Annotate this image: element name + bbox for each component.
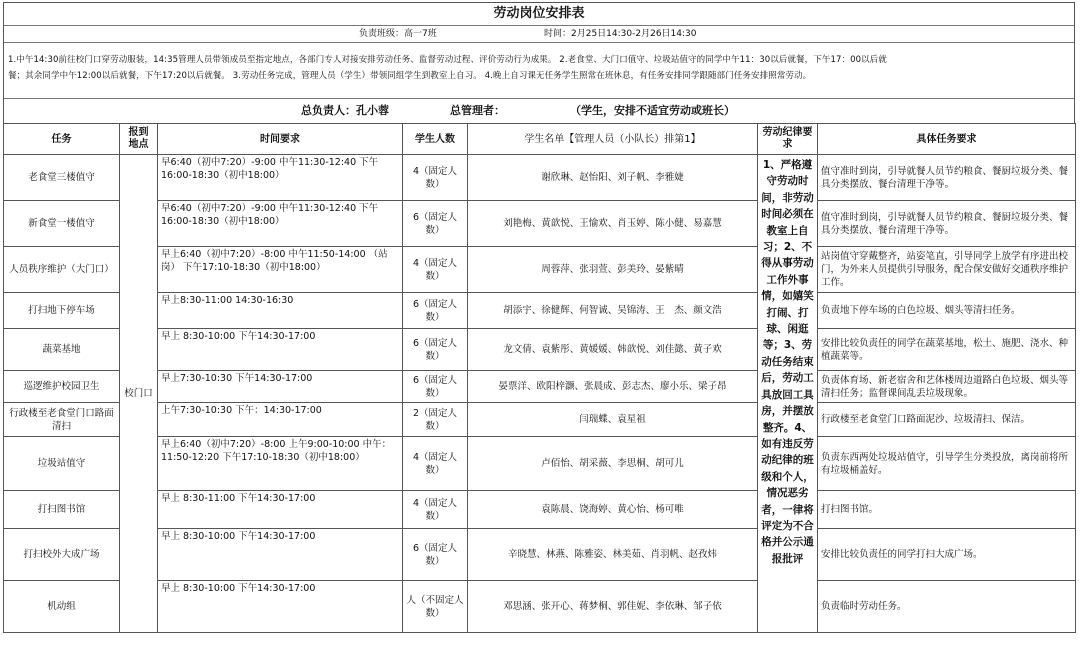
page-title: 劳动岗位安排表 bbox=[4, 3, 1074, 26]
time-cell: 早上 8:30-10:00 下午14:30-17:00 bbox=[158, 529, 403, 581]
task-cell: 行政楼至老食堂门口路面清扫 bbox=[4, 403, 120, 437]
requirements-cell: 负责临时劳动任务。 bbox=[818, 581, 1076, 633]
table-row bbox=[4, 329, 1076, 371]
count-cell: 人（不固定人数） bbox=[403, 581, 468, 633]
task-cell: 垃圾站值守 bbox=[4, 437, 120, 491]
names-cell: 邓思涵、张开心、蒋梦桐、郭佳妮、李依琳、邹子依 bbox=[468, 581, 758, 633]
requirements-cell: 打扫图书馆。 bbox=[818, 491, 1076, 529]
names-cell: 龙文倩、袁紫彤、黄媛媛、韩歆悦、刘佳懿、黄子欢 bbox=[468, 329, 758, 371]
task-cell: 打扫地下停车场 bbox=[4, 293, 120, 329]
time-cell: 早6:40（初中7:20）-9:00 中午11:30-12:40 下午16:00-18:30（初中18:00） bbox=[158, 201, 403, 247]
task-cell: 打扫图书馆 bbox=[4, 491, 120, 529]
task-cell: 老食堂三楼值守 bbox=[4, 155, 120, 201]
schedule-sheet bbox=[3, 2, 1075, 640]
header-location: 报到地点 bbox=[120, 124, 158, 155]
names-cell: 辛晓慧、林燕、陈雅姿、林美茹、肖羽帆、赵孜炜 bbox=[468, 529, 758, 581]
time-cell: 早上6:40（初中7:20）-8:00 上午9:00-10:00 中午：11:50-12:20 下午17:10-18:30（初中18:00） bbox=[158, 437, 403, 491]
requirements-cell: 负责东西两处垃圾站值守，引导学生分类投放，离岗前将所有垃圾桶盖好。 bbox=[818, 437, 1076, 491]
names-cell: 袁陈晨、饶海婷、黄心怡、杨可唯 bbox=[468, 491, 758, 529]
task-cell: 巡逻维护校园卫生 bbox=[4, 371, 120, 403]
notes-line-2: 餐；其余同学中午12:00以后就餐，下午17:20以后就餐。 3.劳动任务完成，管理人员（学生）带领同组学生到教室上自习。 4.晚上自习课无任务学生照常在班休息，有任务安排同学跟随部门任务安排照常劳动。 bbox=[8, 71, 812, 81]
task-cell: 新食堂一楼值守 bbox=[4, 201, 120, 247]
managers-row bbox=[4, 99, 1074, 123]
table-row bbox=[4, 371, 1076, 403]
task-cell: 蔬菜基地 bbox=[4, 329, 120, 371]
header-discipline: 劳动纪律要求 bbox=[758, 124, 818, 155]
count-cell: 4（固定人数） bbox=[403, 155, 468, 201]
requirements-cell: 安排比较负责任的同学打扫大成广场。 bbox=[818, 529, 1076, 581]
count-cell: 6（固定人数） bbox=[403, 201, 468, 247]
requirements-cell: 负责地下停车场的白色垃圾、烟头等清扫任务。 bbox=[818, 293, 1076, 329]
header-names: 学生名单【管理人员（小队长）排第1】 bbox=[468, 124, 758, 155]
duty-table bbox=[3, 123, 1076, 633]
time-cell: 早上 8:30-11:00 下午14:30-17:00 bbox=[158, 491, 403, 529]
header-time: 时间要求 bbox=[158, 124, 403, 155]
count-cell: 6（固定人数） bbox=[403, 371, 468, 403]
table-row bbox=[4, 247, 1076, 293]
table-row bbox=[4, 201, 1076, 247]
time-cell: 早上6:40（初中7:20）-8:00 中午11:50-14:00 （站岗） 下午17:10-18:30（初中18:00） bbox=[158, 247, 403, 293]
manager-label: 总管理者： bbox=[450, 104, 505, 117]
table-header-row bbox=[4, 124, 1076, 155]
header-task: 任务 bbox=[4, 124, 120, 155]
requirements-cell: 值守准时到岗，引导就餐人员节约粮食、餐厨垃圾分类、餐具分类摆放、餐台清理干净等。 bbox=[818, 155, 1076, 201]
task-cell: 人员秩序维护（大门口） bbox=[4, 247, 120, 293]
count-cell: 6（固定人数） bbox=[403, 329, 468, 371]
location-cell: 校门口 bbox=[120, 155, 158, 633]
names-cell: 周蓉萍、张羽萱、彭美玲、晏紫晴 bbox=[468, 247, 758, 293]
names-cell: 晏票洋、欧阳梓灏、张晨成、彭志杰、廖小乐、梁子昂 bbox=[468, 371, 758, 403]
header-requirements: 具体任务要求 bbox=[818, 124, 1076, 155]
requirements-cell: 值守准时到岗，引导就餐人员节约粮食、餐厨垃圾分类、餐具分类摆放、餐台清理干净等。 bbox=[818, 201, 1076, 247]
names-cell: 谢欣琳、赵怡阳、刘子帆、李雅婕 bbox=[468, 155, 758, 201]
table-row bbox=[4, 581, 1076, 633]
header-count: 学生人数 bbox=[403, 124, 468, 155]
table-row bbox=[4, 293, 1076, 329]
subheader bbox=[4, 26, 1074, 43]
notes-line-1: 1.中午14:30前往校门口穿劳动服装，14:35管理人员带领成员至指定地点，各部门专人对接安排劳动任务、监督劳动过程、评价劳动行为成果。 2.老食堂、大门口值守、垃圾站值守的同学中午11：30以后就餐，下午17：00以后就 bbox=[8, 55, 887, 65]
chief-manager: 总负责人：孔小蓉 bbox=[301, 104, 389, 117]
names-cell: 闫瑞蝶、袁星祖 bbox=[468, 403, 758, 437]
task-cell: 打扫校外大成广场 bbox=[4, 529, 120, 581]
table-row bbox=[4, 437, 1076, 491]
count-cell: 6（固定人数） bbox=[403, 529, 468, 581]
requirements-cell: 行政楼至老食堂门口路面泥沙、垃圾清扫、保洁。 bbox=[818, 403, 1076, 437]
time-cell: 早上 8:30-10:00 下午14:30-17:00 bbox=[158, 581, 403, 633]
count-cell: 4（固定人数） bbox=[403, 437, 468, 491]
count-cell: 2（固定人数） bbox=[403, 403, 468, 437]
count-cell: 4（固定人数） bbox=[403, 491, 468, 529]
requirements-cell: 站岗值守穿戴整齐，站姿笔直，引导同学上放学有序进出校门，为外来人员提供引导服务，配合保安做好交通秩序维护工作。 bbox=[818, 247, 1076, 293]
count-cell: 6（固定人数） bbox=[403, 293, 468, 329]
notes bbox=[4, 43, 1074, 99]
discipline-cell: 1、严格遵守劳动时间，非劳动时间必须在教室上自习；2、不得从事劳动工作外事情，如嬉笑打闹、打球、闲逛等；3、劳动任务结束后，劳动工具放回工具房，并摆放整齐。4、如有违反劳动纪律的班级和个人，情况恶劣者，一律将评定为不合格并公示通报批评 bbox=[758, 155, 818, 633]
manager-note: （学生，安排不适宜劳动或班长） bbox=[570, 104, 735, 117]
time-cell: 上午7:30-10:30 下午：14:30-17:00 bbox=[158, 403, 403, 437]
names-cell: 刘艳梅、黄歆悦、王愉欢、肖玉婷、陈小健、易嘉慧 bbox=[468, 201, 758, 247]
count-cell: 4（固定人数） bbox=[403, 247, 468, 293]
table-row bbox=[4, 491, 1076, 529]
names-cell: 卢佰怡、胡采薇、李思桐、胡可儿 bbox=[468, 437, 758, 491]
table-row bbox=[4, 529, 1076, 581]
time-label: 时间：2月25日14:30-2月26日14:30 bbox=[544, 29, 697, 39]
requirements-cell: 安排比较负责任的同学在蔬菜基地，松土、施肥、浇水、种植蔬菜等。 bbox=[818, 329, 1076, 371]
sheet-header bbox=[3, 2, 1075, 123]
time-cell: 早6:40（初中7:20）-9:00 中午11:30-12:40 下午16:00-18:30（初中18:00） bbox=[158, 155, 403, 201]
time-cell: 早上7:30-10:30 下午14:30-17:00 bbox=[158, 371, 403, 403]
names-cell: 胡添宇、徐健辉、何智诚、吴锦涛、王 杰、颜文浩 bbox=[468, 293, 758, 329]
class-label: 负责班级：高一7班 bbox=[359, 29, 437, 39]
requirements-cell: 负责体育场、新老宿舍和艺体楼周边道路白色垃圾、烟头等清扫任务；监督课间乱丢垃圾现象。 bbox=[818, 371, 1076, 403]
table-row bbox=[4, 155, 1076, 201]
task-cell: 机动组 bbox=[4, 581, 120, 633]
time-cell: 早上 8:30-10:00 下午14:30-17:00 bbox=[158, 329, 403, 371]
table-row bbox=[4, 403, 1076, 437]
time-cell: 早上8:30-11:00 14:30-16:30 bbox=[158, 293, 403, 329]
